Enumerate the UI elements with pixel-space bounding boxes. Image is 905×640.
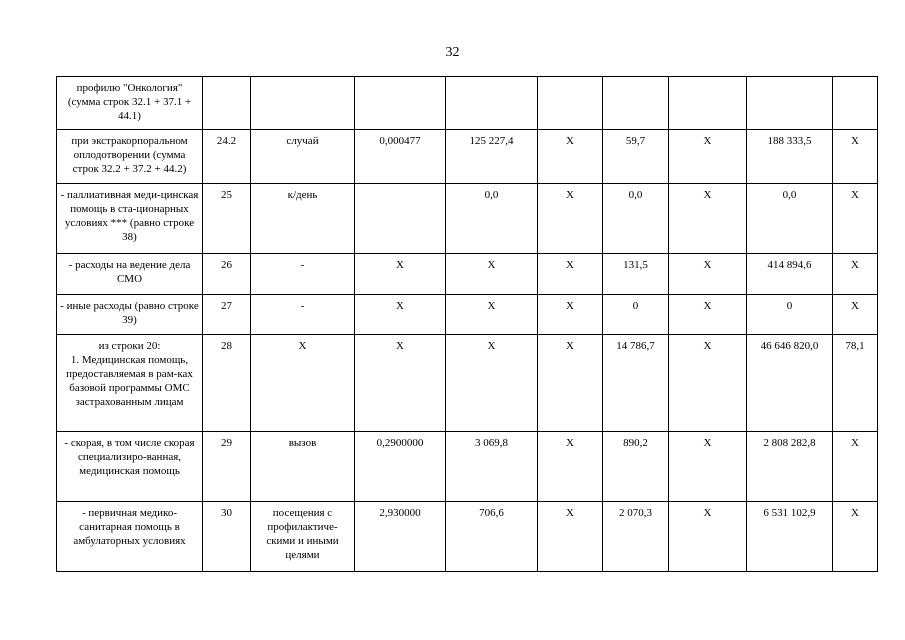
row-label-cell: профилю "Онкология" (сумма строк 32.1 + 37.1 + 44.1) [57, 77, 203, 130]
value-cell: 2 070,3 [603, 502, 669, 572]
row-number-cell: 26 [203, 254, 251, 295]
value-cell [446, 77, 538, 130]
row-label-cell: из строки 20: 1. Медицинская помощь, предоставляемая в рам-ках базовой программы ОМС застрахованным лицам [57, 335, 203, 432]
table-row [57, 130, 878, 184]
data-table [56, 76, 878, 572]
value-cell: Х [538, 432, 603, 502]
value-cell: 2,930000 [355, 502, 446, 572]
value-cell [669, 77, 747, 130]
unit-cell: посещения с профилактиче-скими и иными целями [251, 502, 355, 572]
unit-cell: случай [251, 130, 355, 184]
value-cell: 0 [603, 295, 669, 335]
value-cell: 131,5 [603, 254, 669, 295]
value-cell: 3 069,8 [446, 432, 538, 502]
value-cell: 0 [747, 295, 833, 335]
value-cell: 706,6 [446, 502, 538, 572]
value-cell: Х [833, 432, 878, 502]
unit-cell: - [251, 254, 355, 295]
value-cell: Х [833, 184, 878, 254]
row-number-cell: 28 [203, 335, 251, 432]
value-cell: 6 531 102,9 [747, 502, 833, 572]
table-row [57, 77, 878, 130]
value-cell: 0,2900000 [355, 432, 446, 502]
unit-cell: - [251, 295, 355, 335]
row-number-cell [203, 77, 251, 130]
value-cell: 14 786,7 [603, 335, 669, 432]
value-cell: Х [446, 254, 538, 295]
value-cell: Х [669, 502, 747, 572]
value-cell: Х [669, 295, 747, 335]
value-cell: Х [833, 295, 878, 335]
value-cell: 78,1 [833, 335, 878, 432]
unit-cell: к/день [251, 184, 355, 254]
unit-cell [251, 77, 355, 130]
value-cell: Х [669, 130, 747, 184]
value-cell: 0,0 [446, 184, 538, 254]
table-row [57, 295, 878, 335]
value-cell: Х [669, 335, 747, 432]
value-cell: Х [669, 432, 747, 502]
table-row [57, 502, 878, 572]
value-cell: 0,0 [747, 184, 833, 254]
row-number-cell: 29 [203, 432, 251, 502]
value-cell: 125 227,4 [446, 130, 538, 184]
value-cell: 890,2 [603, 432, 669, 502]
value-cell: 46 646 820,0 [747, 335, 833, 432]
row-number-cell: 25 [203, 184, 251, 254]
value-cell: Х [538, 184, 603, 254]
row-label-cell: - иные расходы (равно строке 39) [57, 295, 203, 335]
table-row [57, 335, 878, 432]
value-cell: Х [446, 295, 538, 335]
value-cell: Х [833, 502, 878, 572]
row-label-cell: - паллиативная меди-цинская помощь в ста-ционарных условиях *** (равно строке 38) [57, 184, 203, 254]
unit-cell: вызов [251, 432, 355, 502]
value-cell: Х [355, 295, 446, 335]
row-number-cell: 30 [203, 502, 251, 572]
value-cell [355, 184, 446, 254]
value-cell: 59,7 [603, 130, 669, 184]
value-cell: Х [669, 184, 747, 254]
value-cell [538, 77, 603, 130]
value-cell: Х [538, 254, 603, 295]
value-cell: Х [833, 130, 878, 184]
row-label-cell: при экстракорпоральном оплодотворении (сумма строк 32.2 + 37.2 + 44.2) [57, 130, 203, 184]
row-label-cell: - расходы на ведение дела СМО [57, 254, 203, 295]
value-cell [355, 77, 446, 130]
value-cell: Х [669, 254, 747, 295]
table-row [57, 254, 878, 295]
value-cell: Х [538, 130, 603, 184]
value-cell [603, 77, 669, 130]
unit-cell: Х [251, 335, 355, 432]
value-cell: 414 894,6 [747, 254, 833, 295]
value-cell: Х [355, 335, 446, 432]
table-row [57, 432, 878, 502]
value-cell [833, 77, 878, 130]
value-cell: Х [538, 295, 603, 335]
row-number-cell: 24.2 [203, 130, 251, 184]
value-cell [747, 77, 833, 130]
value-cell: Х [355, 254, 446, 295]
value-cell: 188 333,5 [747, 130, 833, 184]
row-number-cell: 27 [203, 295, 251, 335]
value-cell: Х [538, 335, 603, 432]
row-label-cell: - первичная медико-санитарная помощь в амбулаторных условиях [57, 502, 203, 572]
value-cell: Х [538, 502, 603, 572]
table-row [57, 184, 878, 254]
value-cell: Х [833, 254, 878, 295]
value-cell: Х [446, 335, 538, 432]
row-label-cell: - скорая, в том числе скорая специализиро-ванная, медицинская помощь [57, 432, 203, 502]
value-cell: 2 808 282,8 [747, 432, 833, 502]
value-cell: 0,000477 [355, 130, 446, 184]
value-cell: 0,0 [603, 184, 669, 254]
page-number: 32 [445, 45, 460, 60]
